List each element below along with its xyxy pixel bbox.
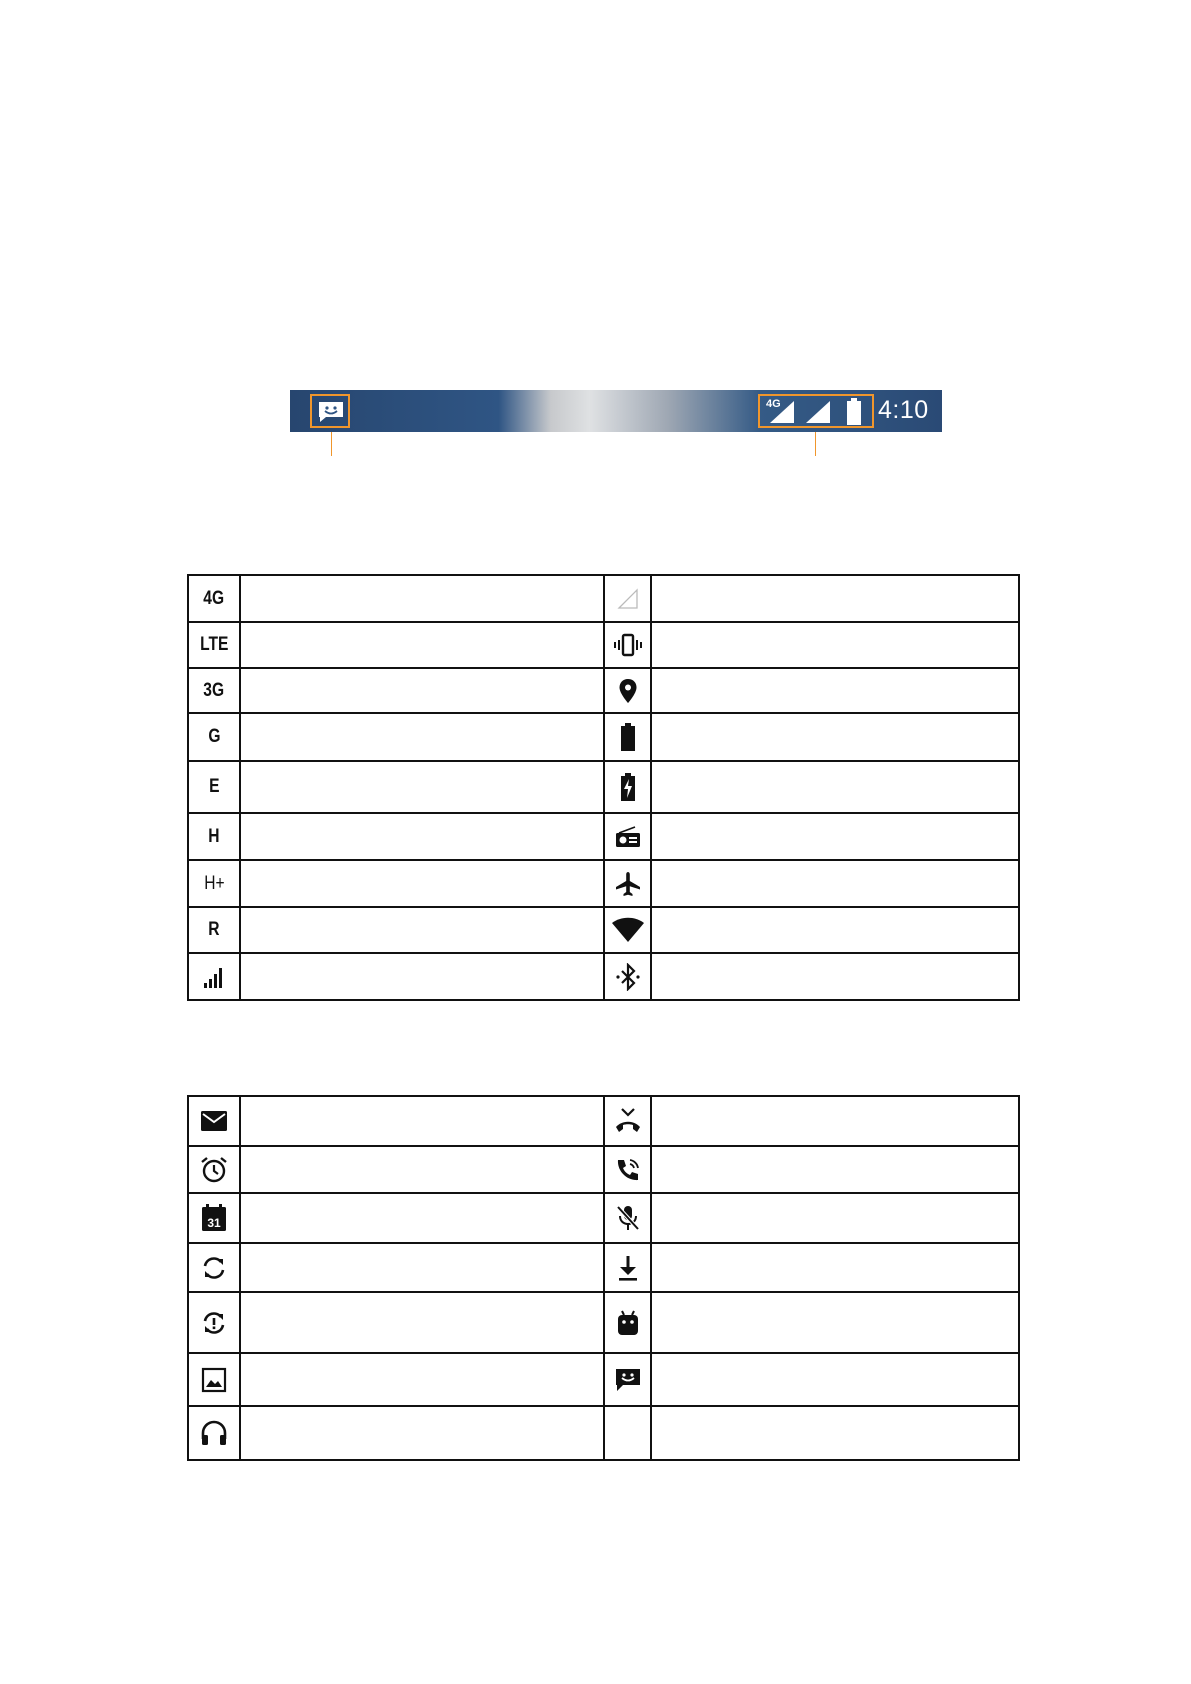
leader-line-right (815, 432, 816, 456)
4g-icon: 4G (203, 587, 225, 609)
notification-icons-table (187, 1095, 1020, 1461)
description-cell (651, 1096, 1019, 1146)
signal-strength-icon (202, 965, 226, 989)
description-cell (240, 1146, 604, 1193)
description-cell (651, 1146, 1019, 1193)
table-row (188, 1353, 1019, 1406)
description-cell (240, 907, 604, 953)
calendar-icon (201, 1204, 227, 1232)
airplane-icon (615, 871, 641, 897)
description-cell (651, 1353, 1019, 1406)
no-signal-icon (616, 587, 640, 611)
table-row (188, 1193, 1019, 1243)
description-cell (651, 1406, 1019, 1460)
calendar-day-text: 31 (207, 1216, 221, 1230)
description-cell (651, 713, 1019, 761)
screenshot-icon (201, 1367, 227, 1393)
battery-icon (846, 398, 862, 425)
description-cell (651, 813, 1019, 860)
status-time: 4:10 (878, 396, 929, 424)
description-cell (240, 1243, 604, 1292)
table-row (188, 1146, 1019, 1193)
download-icon (616, 1254, 640, 1282)
table-row (188, 1243, 1019, 1292)
edge-icon: E (208, 776, 220, 797)
description-cell (651, 907, 1019, 953)
description-cell (240, 713, 604, 761)
table-row (188, 622, 1019, 668)
description-cell (240, 1292, 604, 1353)
4g-signal-icon (768, 400, 796, 424)
hspa-icon: H (208, 825, 220, 847)
description-cell (240, 668, 604, 713)
description-cell (651, 761, 1019, 813)
table-row (188, 668, 1019, 713)
table-row (188, 1406, 1019, 1460)
status-bar (290, 390, 942, 432)
mic-off-icon (615, 1204, 641, 1232)
battery-charging-icon (620, 773, 636, 801)
table-row (188, 1292, 1019, 1353)
headset-icon (200, 1419, 228, 1447)
battery-full-icon (620, 723, 636, 751)
missed-call-icon (614, 1108, 642, 1134)
description-cell (240, 575, 604, 622)
3g-icon: 3G (203, 679, 225, 701)
description-cell (651, 668, 1019, 713)
empty-icon-cell (604, 1406, 651, 1460)
email-icon (200, 1110, 228, 1132)
description-cell (651, 622, 1019, 668)
description-cell (240, 953, 604, 1000)
signal-icon (804, 400, 832, 424)
wifi-icon (611, 917, 645, 943)
table-row (188, 860, 1019, 907)
android-debug-icon (615, 1309, 641, 1337)
description-cell (651, 953, 1019, 1000)
description-cell (240, 1096, 604, 1146)
sync-error-icon (200, 1309, 228, 1337)
description-cell (240, 622, 604, 668)
table-row (188, 953, 1019, 1000)
description-cell (240, 1193, 604, 1243)
table-row (188, 761, 1019, 813)
roaming-icon: R (208, 919, 220, 940)
lte-icon: LTE (199, 634, 229, 655)
table-row (188, 813, 1019, 860)
sync-icon (200, 1254, 228, 1282)
description-cell (651, 1193, 1019, 1243)
description-cell (240, 1406, 604, 1460)
network-type-label: 4G (766, 398, 781, 410)
message-icon (615, 1367, 641, 1393)
table-row (188, 713, 1019, 761)
table-row (188, 575, 1019, 622)
status-icons-table (187, 574, 1020, 1001)
description-cell (651, 1243, 1019, 1292)
description-cell (651, 575, 1019, 622)
description-cell (240, 860, 604, 907)
fm-radio-icon (615, 826, 641, 848)
location-icon (618, 678, 638, 704)
description-cell (240, 813, 604, 860)
leader-line-left (331, 432, 332, 456)
description-cell (651, 1292, 1019, 1353)
call-in-progress-icon (615, 1157, 641, 1183)
vibrate-icon (613, 633, 643, 657)
table-row (188, 1096, 1019, 1146)
bluetooth-icon (615, 963, 641, 991)
gprs-icon: G (207, 726, 221, 747)
hspa-plus-icon: H+ (203, 872, 225, 894)
description-cell (651, 860, 1019, 907)
message-icon (317, 400, 345, 424)
description-cell (240, 761, 604, 813)
alarm-icon (200, 1156, 228, 1184)
table-row (188, 907, 1019, 953)
description-cell (240, 1353, 604, 1406)
